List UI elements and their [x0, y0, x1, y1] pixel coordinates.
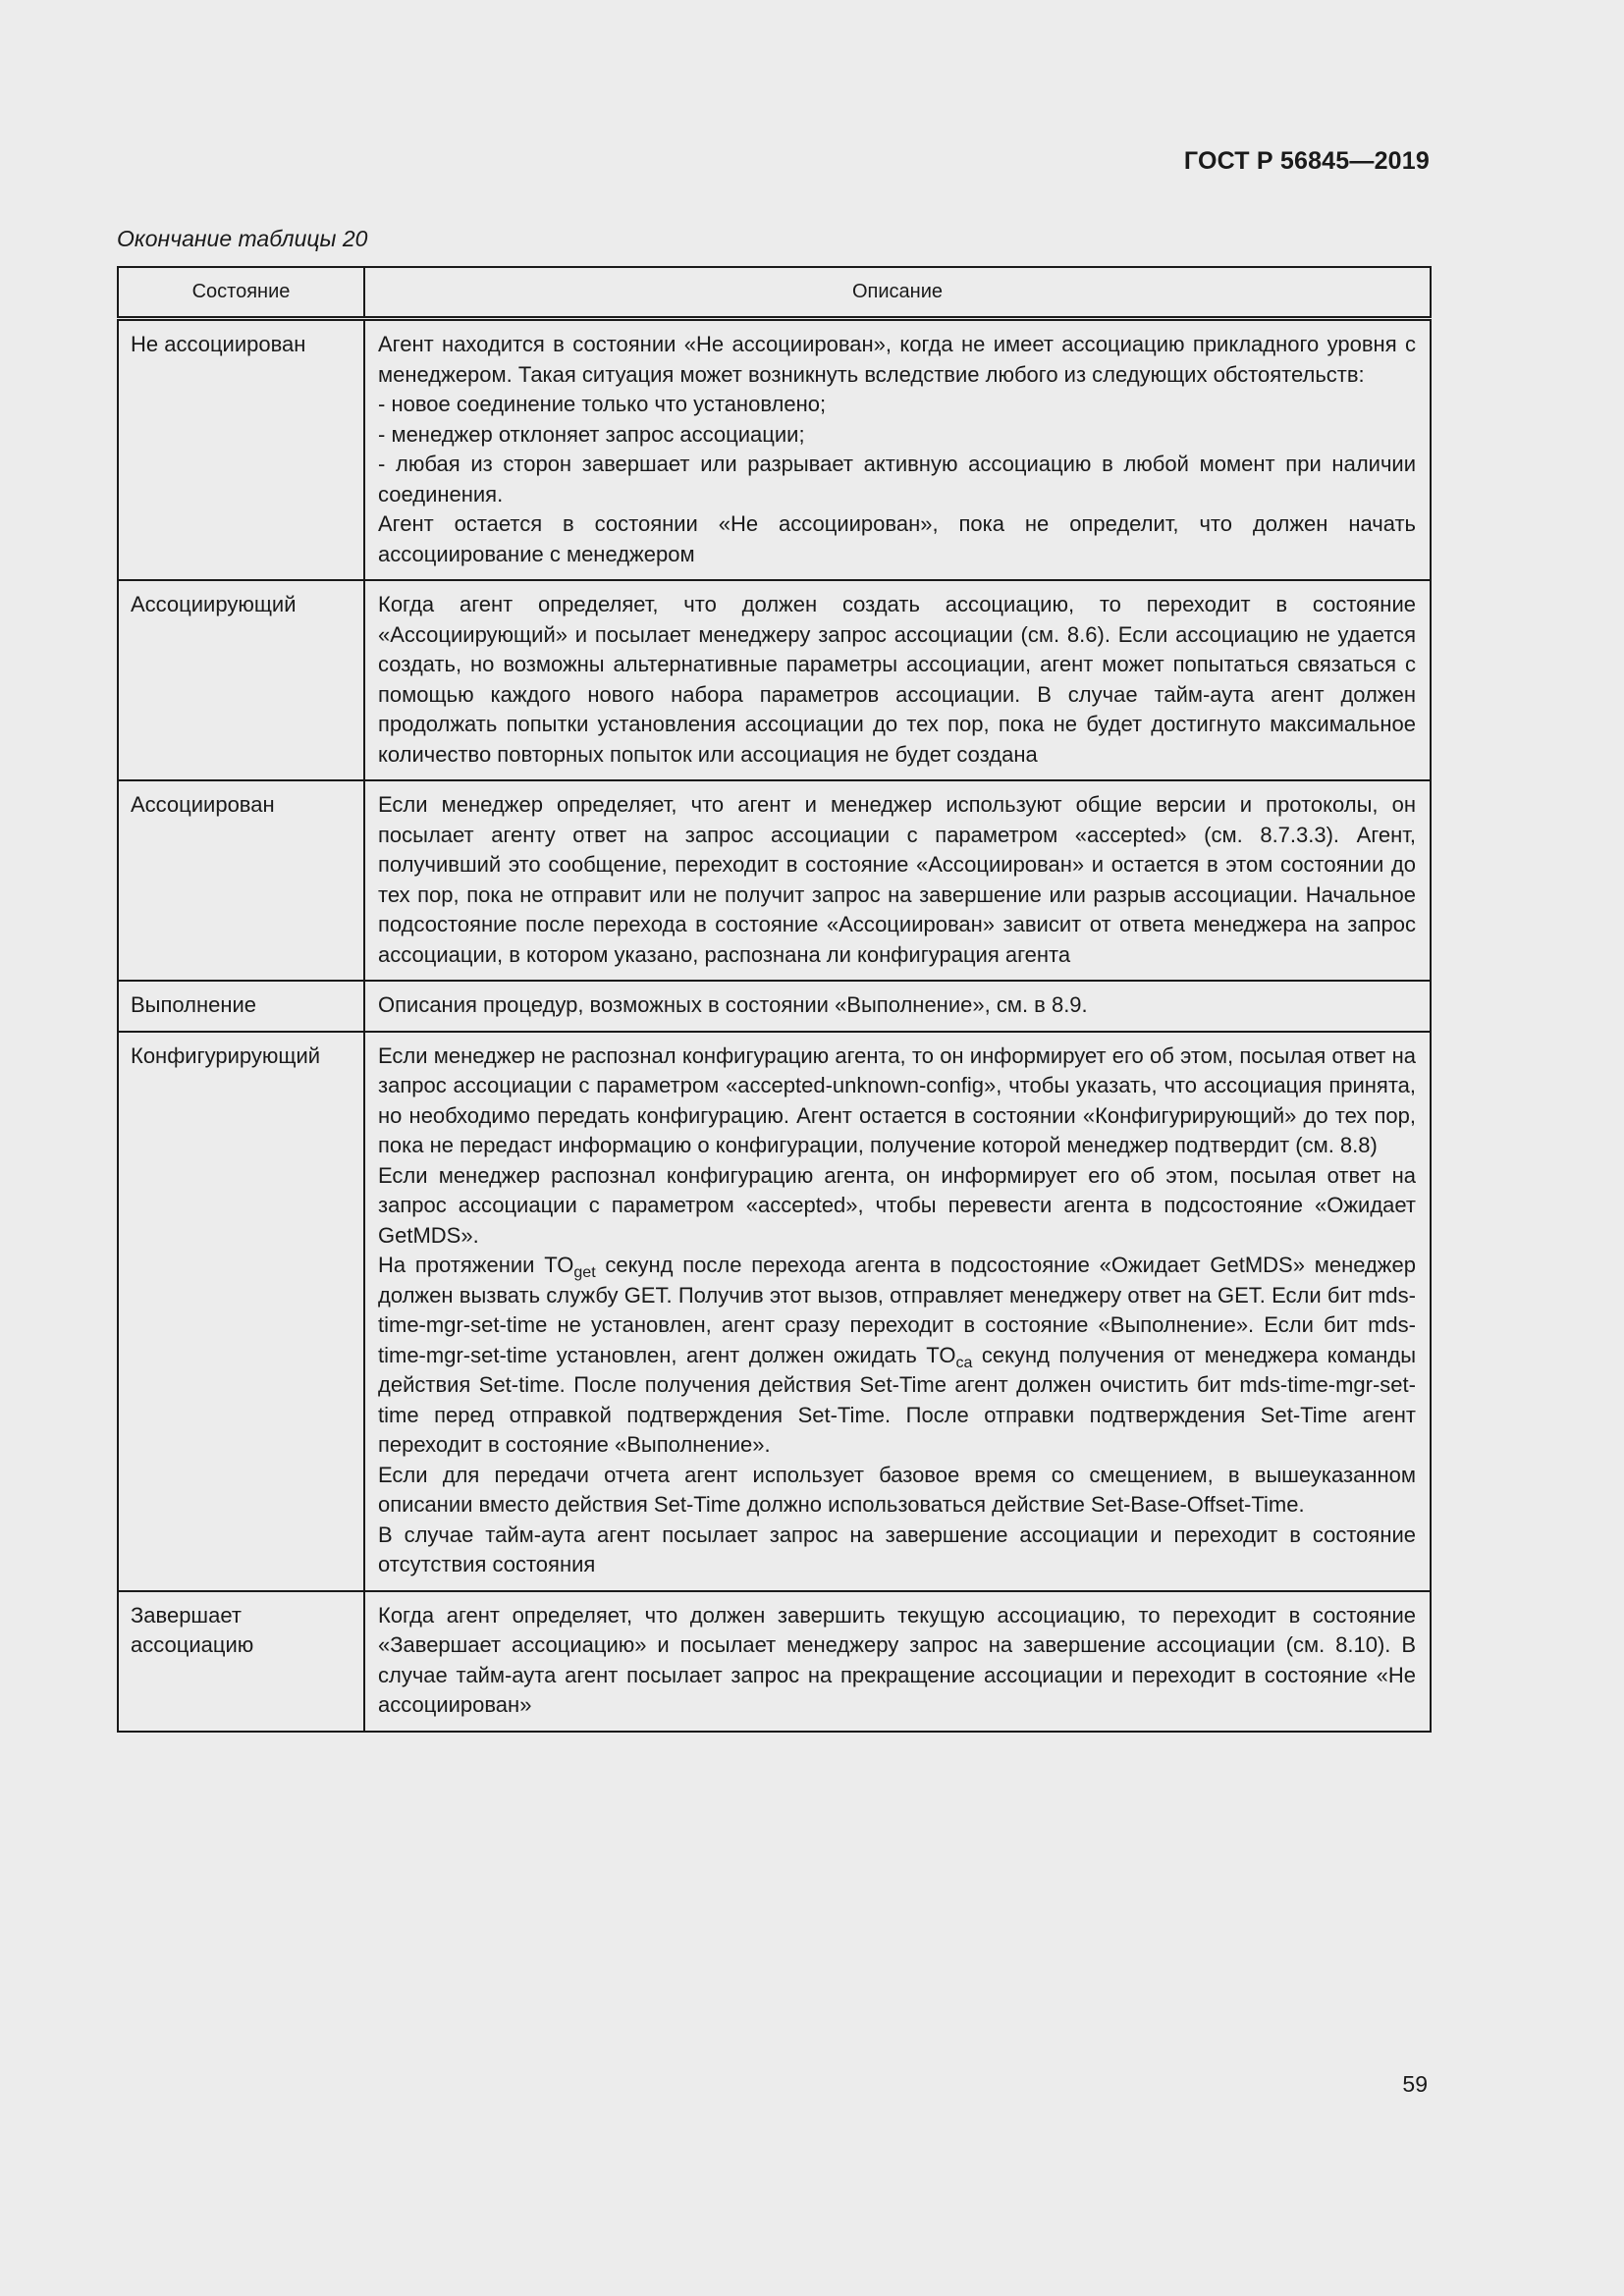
description-cell — [364, 981, 1431, 1032]
page-number: 59 — [1402, 2071, 1428, 2097]
description-cell — [364, 580, 1431, 780]
description-paragraph: В случае тайм-аута агент посылает запрос на завершение ассоциации и переходит в состояние отсутствия состояния — [378, 1522, 1416, 1576]
description-list-item: - любая из сторон завершает или разрывает активную ассоциацию в любой момент при наличии соединения. — [378, 452, 1416, 507]
table-row-configuring — [118, 1032, 1431, 1591]
description-paragraph: Когда агент определяет, что должен завершить текущую ассоциацию, то переходит в состояние «Завершает ассоциацию» и посылает менеджеру запрос на завершение ассоциации (см. 8.10). В случае тайм-аута агент посылает запрос на прекращение ассоциации и переходит в состояние «Не ассоциирован» — [378, 1602, 1416, 1717]
table-row-associated — [118, 780, 1431, 981]
description-paragraph: Если менеджер не распознал конфигурацию агента, то он информирует его об этом, посылая ответ на запрос ассоциации с параметром «accepted-unknown-config», чтобы указать, что ассоциация принята, но необходимо передать конфигурацию. Агент остается в состоянии «Конфигурирующий» до тех пор, пока не передаст информацию о конфигурации, получение которой менеджер подтвердит (см. 8.8) — [378, 1042, 1416, 1157]
description-cell — [364, 1032, 1431, 1591]
description-paragraph: Когда агент определяет, что должен создать ассоциацию, то переходит в состояние «Ассоциирующий» и посылает менеджеру запрос ассоциации (см. 8.6). Если ассоциацию не удается создать, но возможны альтернативные параметры ассоциации, агент может попытаться связаться с помощью каждого нового набора параметров ассоциации. В случае тайм-аута агент должен продолжать попытки установления ассоциации до тех пор, пока не будет достигнуто максимальное количество повторных попыток или ассоциация не будет создана — [378, 592, 1416, 767]
table-row-not-associated — [118, 319, 1431, 581]
description-list-item: - новое соединение только что установлено; — [378, 392, 827, 416]
description-paragraph: Агент остается в состоянии «Не ассоциирован», пока не определит, что должен начать ассоциирование с менеджером — [378, 511, 1416, 566]
description-cell — [364, 1591, 1431, 1732]
table-row-operating — [118, 981, 1431, 1032]
document-code: ГОСТ Р 56845—2019 — [1183, 147, 1430, 175]
column-header-state: Состояние — [118, 267, 364, 319]
description-cell — [364, 319, 1431, 581]
text-run: секунд после перехода агента в подсостояние «Ожидает GetMDS» менеджер должен вызвать службу GET. Получив этот вызов, отправляет менеджеру ответ на GET. Если бит mds-time-mgr-set-time не установлен, агент сразу переходит в состояние «Выполнение». Если бит mds-time-mgr-set-time установлен, агент должен ожидать TO — [378, 1253, 1416, 1367]
text-run: секунд получения от менеджера команды действия Set-time. После получения действия Set-Time агент должен очистить бит mds-time-mgr-set-time перед отправкой подтверждения Set-Time. После отправки подтверждения Set-Time агент переходит в состояние «Выполнение». — [378, 1342, 1417, 1457]
text-run: На протяжении TO — [378, 1253, 574, 1277]
state-cell: Ассоциирующий — [118, 580, 364, 780]
description-paragraph: Агент находится в состоянии «Не ассоциирован», когда не имеет ассоциацию прикладного уровня с менеджером. Такая ситуация может возникнуть вследствие любого из следующих обстоятельств: — [378, 332, 1416, 387]
subscript-ca: ca — [955, 1354, 973, 1371]
subscript-get: get — [573, 1264, 596, 1281]
states-table — [117, 266, 1432, 1733]
state-cell: Ассоциирован — [118, 780, 364, 981]
state-cell: Конфигурирующий — [118, 1032, 364, 1591]
state-cell: Не ассоциирован — [118, 319, 364, 581]
column-header-description: Описание — [364, 267, 1431, 319]
table-header-row — [118, 267, 1431, 319]
table-row-disassociating — [118, 1591, 1431, 1732]
description-paragraph: Если менеджер определяет, что агент и менеджер используют общие версии и протоколы, он посылает агенту ответ на запрос ассоциации с параметром «accepted» (см. 8.7.3.3). Агент, получивший это сообщение, переходит в состояние «Ассоциирован» и остается в этом состоянии до тех пор, пока не отправит или не получит запрос на завершение или разрыв ассоциации. Начальное подсостояние после перехода в состояние «Ассоциирован» зависит от ответа менеджера на запрос ассоциации, в котором указано, распознана ли конфигурация агента — [378, 792, 1416, 967]
table-row-associating — [118, 580, 1431, 780]
state-cell: Выполнение — [118, 981, 364, 1032]
state-cell: Завершает ассоциацию — [118, 1591, 364, 1732]
table-caption: Окончание таблицы 20 — [117, 226, 368, 251]
description-paragraph: Описания процедур, возможных в состоянии «Выполнение», см. в 8.9. — [378, 992, 1088, 1017]
description-paragraph: Если менеджер распознал конфигурацию агента, он информирует его об этом, посылая ответ на запрос ассоциации с параметром «accepted», чтобы перевести агента в подсостояние «Ожидает GetMDS». — [378, 1162, 1416, 1248]
description-paragraph — [378, 1251, 1416, 1461]
description-paragraph: Если для передачи отчета агент использует базовое время со смещением, в вышеуказанном описании вместо действия Set-Time должно использоваться действие Set-Base-Offset-Time. — [378, 1462, 1416, 1517]
description-list-item: - менеджер отклоняет запрос ассоциации; — [378, 421, 805, 447]
description-cell — [364, 780, 1431, 981]
